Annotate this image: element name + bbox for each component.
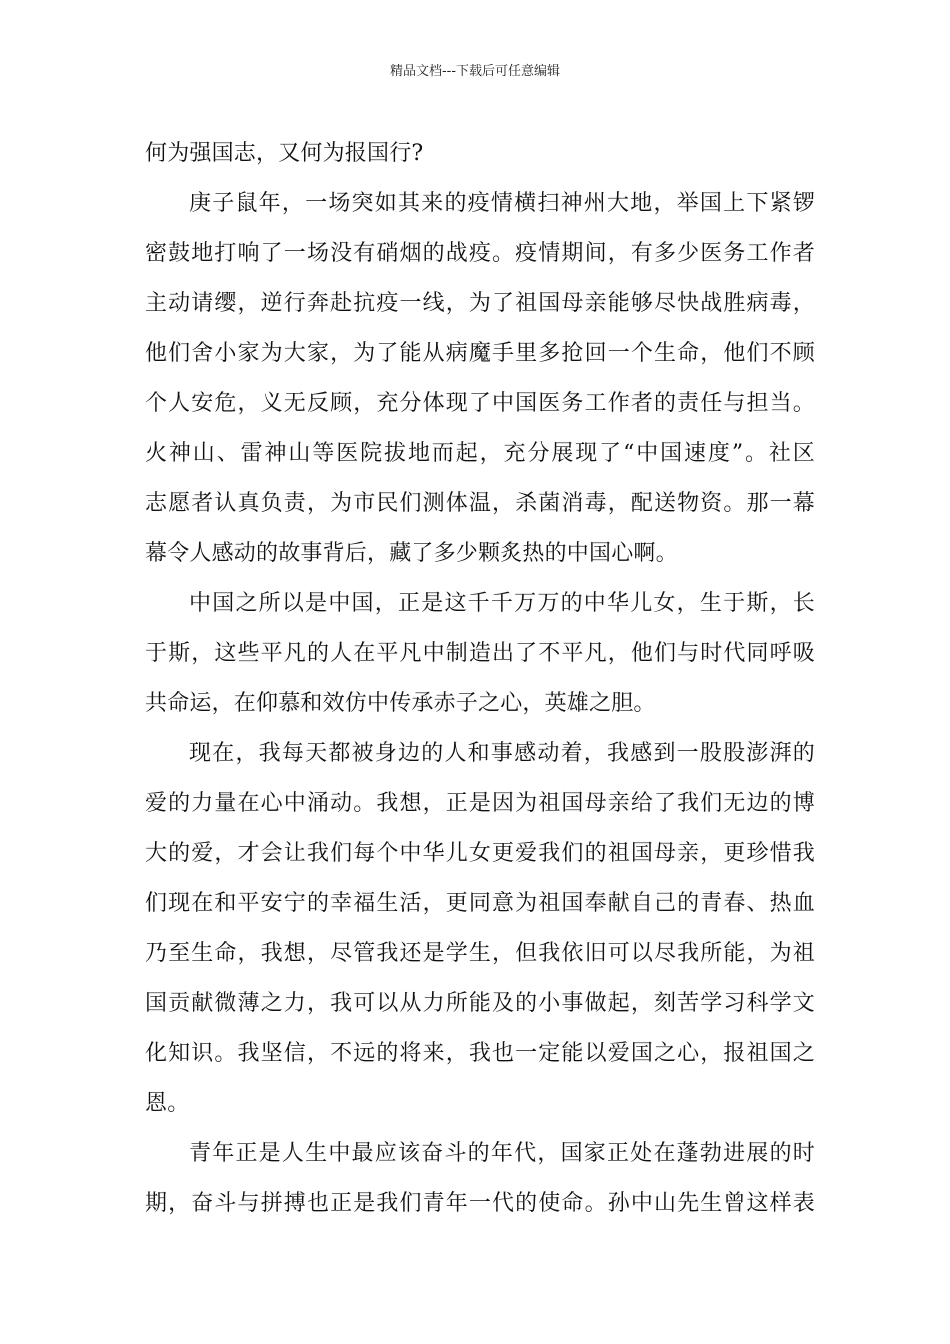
text-line: 期，奋斗与拼搏也正是我们青年一代的使命。孙中山先生曾这样表 [145, 1191, 815, 1216]
text-line: 志愿者认真负责，为市民们测体温，杀菌消毒，配送物资。那一幕 [145, 491, 815, 516]
text-line: 青年正是人生中最应该奋斗的年代，国家正处在蓬勃进展的时 [189, 1141, 815, 1166]
text-line: 他们舍小家为大家，为了能从病魔手里多抢回一个生命，他们不顾 [145, 341, 815, 366]
text-line: 们现在和平安宁的幸福生活，更同意为祖国奉献自己的青春、热血 [145, 891, 815, 916]
text-line: 爱的力量在心中涌动。我想，正是因为祖国母亲给了我们无边的博 [145, 791, 815, 816]
text-line: 乃至生命，我想，尽管我还是学生，但我依旧可以尽我所能，为祖 [145, 941, 815, 966]
page-header: 精品文档---下载后可任意编辑 [389, 64, 561, 79]
text-line: 庚子鼠年，一场突如其来的疫情横扫神州大地，举国上下紧锣 [189, 191, 815, 216]
text-line: 密鼓地打响了一场没有硝烟的战疫。疫情期间，有多少医务工作者 [145, 241, 815, 266]
text-line: 中国之所以是中国，正是这千千万万的中华儿女，生于斯，长 [189, 591, 815, 616]
text-line: 恩。 [145, 1091, 190, 1116]
text-line: 主动请缨，逆行奔赴抗疫一线，为了祖国母亲能够尽快战胜病毒， [145, 291, 815, 316]
text-line: 共命运，在仰慕和效仿中传承赤子之心，英雄之胆。 [145, 691, 656, 716]
text-line: 于斯，这些平凡的人在平凡中制造出了不平凡，他们与时代同呼吸 [145, 641, 815, 666]
text-line: 个人安危，义无反顾，充分体现了中国医务工作者的责任与担当。 [145, 391, 815, 416]
text-line: 化知识。我坚信，不远的将来，我也一定能以爱国之心，报祖国之 [145, 1041, 815, 1066]
text-line: 火神山、雷神山等医院拔地而起，充分展现了“中国速度”。社区 [145, 441, 815, 466]
document-body [145, 129, 815, 1229]
text-line: 何为强国志，又何为报国行? [145, 141, 424, 166]
text-line: 现在，我每天都被身边的人和事感动着，我感到一股股澎湃的 [189, 741, 815, 766]
text-line: 国贡献微薄之力，我可以从力所能及的小事做起，刻苦学习科学文 [145, 991, 815, 1016]
text-line: 幕令人感动的故事背后，藏了多少颗炙热的中国心啊。 [145, 541, 678, 566]
text-line: 大的爱，才会让我们每个中华儿女更爱我们的祖国母亲，更珍惜我 [145, 841, 815, 866]
